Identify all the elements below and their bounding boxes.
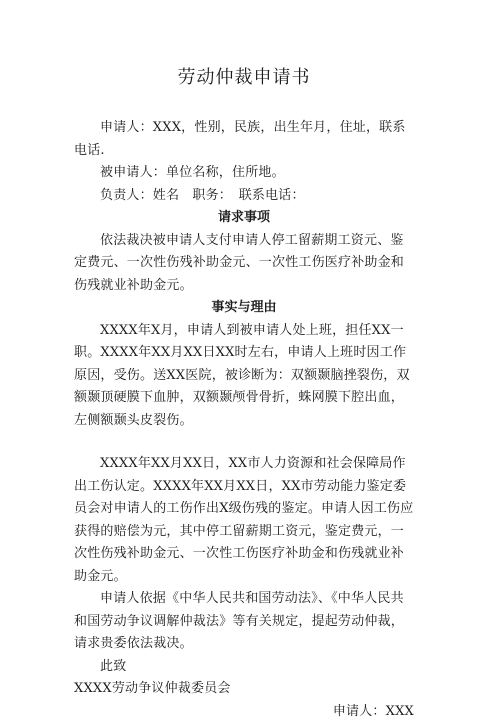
facts-paragraph-2: XXXX年XX月XX日，XX市人力资源和社会保障局作出工伤认定。XXXX年XX月XX日，XX市劳动能力鉴定委员会对申请人的工伤作出X级伤残的鉴定。申请人因工伤应获得的赔偿为元，其中停工留薪期工资元，鉴定费元，一次性伤残补助金元、一次性工伤医疗补助金和伤残就业补助金元。 (74, 453, 414, 588)
facts-heading: 事实与理由 (74, 297, 414, 320)
closing-salutation: 此致 (74, 656, 414, 679)
applicant-info: 申请人：XXX，性别，民族，出生年月，住址，联系电话. (74, 117, 414, 162)
applicant-signature: 申请人：XXX (74, 701, 414, 723)
respondent-info: 被申请人：单位名称，住所地。 (74, 162, 414, 185)
claims-heading: 请求事项 (74, 207, 414, 230)
facts-paragraph-3: 申请人依据《中华人民共和国劳动法》、《中华人民共和国劳动争议调解仲裁法》等有关规定，提起劳动仲裁，请求贵委依法裁决。 (74, 588, 414, 656)
claims-text: 依法裁决被申请人支付申请人停工留薪期工资元、鉴定费元、一次性伤残补助金元、一次性工伤医疗补助金和伤残就业补助金元。 (74, 230, 414, 298)
facts-paragraph-1: XXXX年X月，申请人到被申请人处上班，担任XX一职。XXXX年XX月XX日XX时左右，申请人上班时因工作原因，受伤。送XX医院，被诊断为：双额颞脑挫裂伤，双额颞顶硬膜下血肿，双额颞颅骨骨折，蛛网膜下腔出血，左侧额颞头皮裂伤。 (74, 320, 414, 433)
document-title: 劳动仲裁申请书 (74, 0, 414, 89)
addressee: XXXX劳动争议仲裁委员会 (74, 678, 414, 701)
responsible-person-info: 负责人：姓名 职务： 联系电话： (74, 185, 414, 208)
